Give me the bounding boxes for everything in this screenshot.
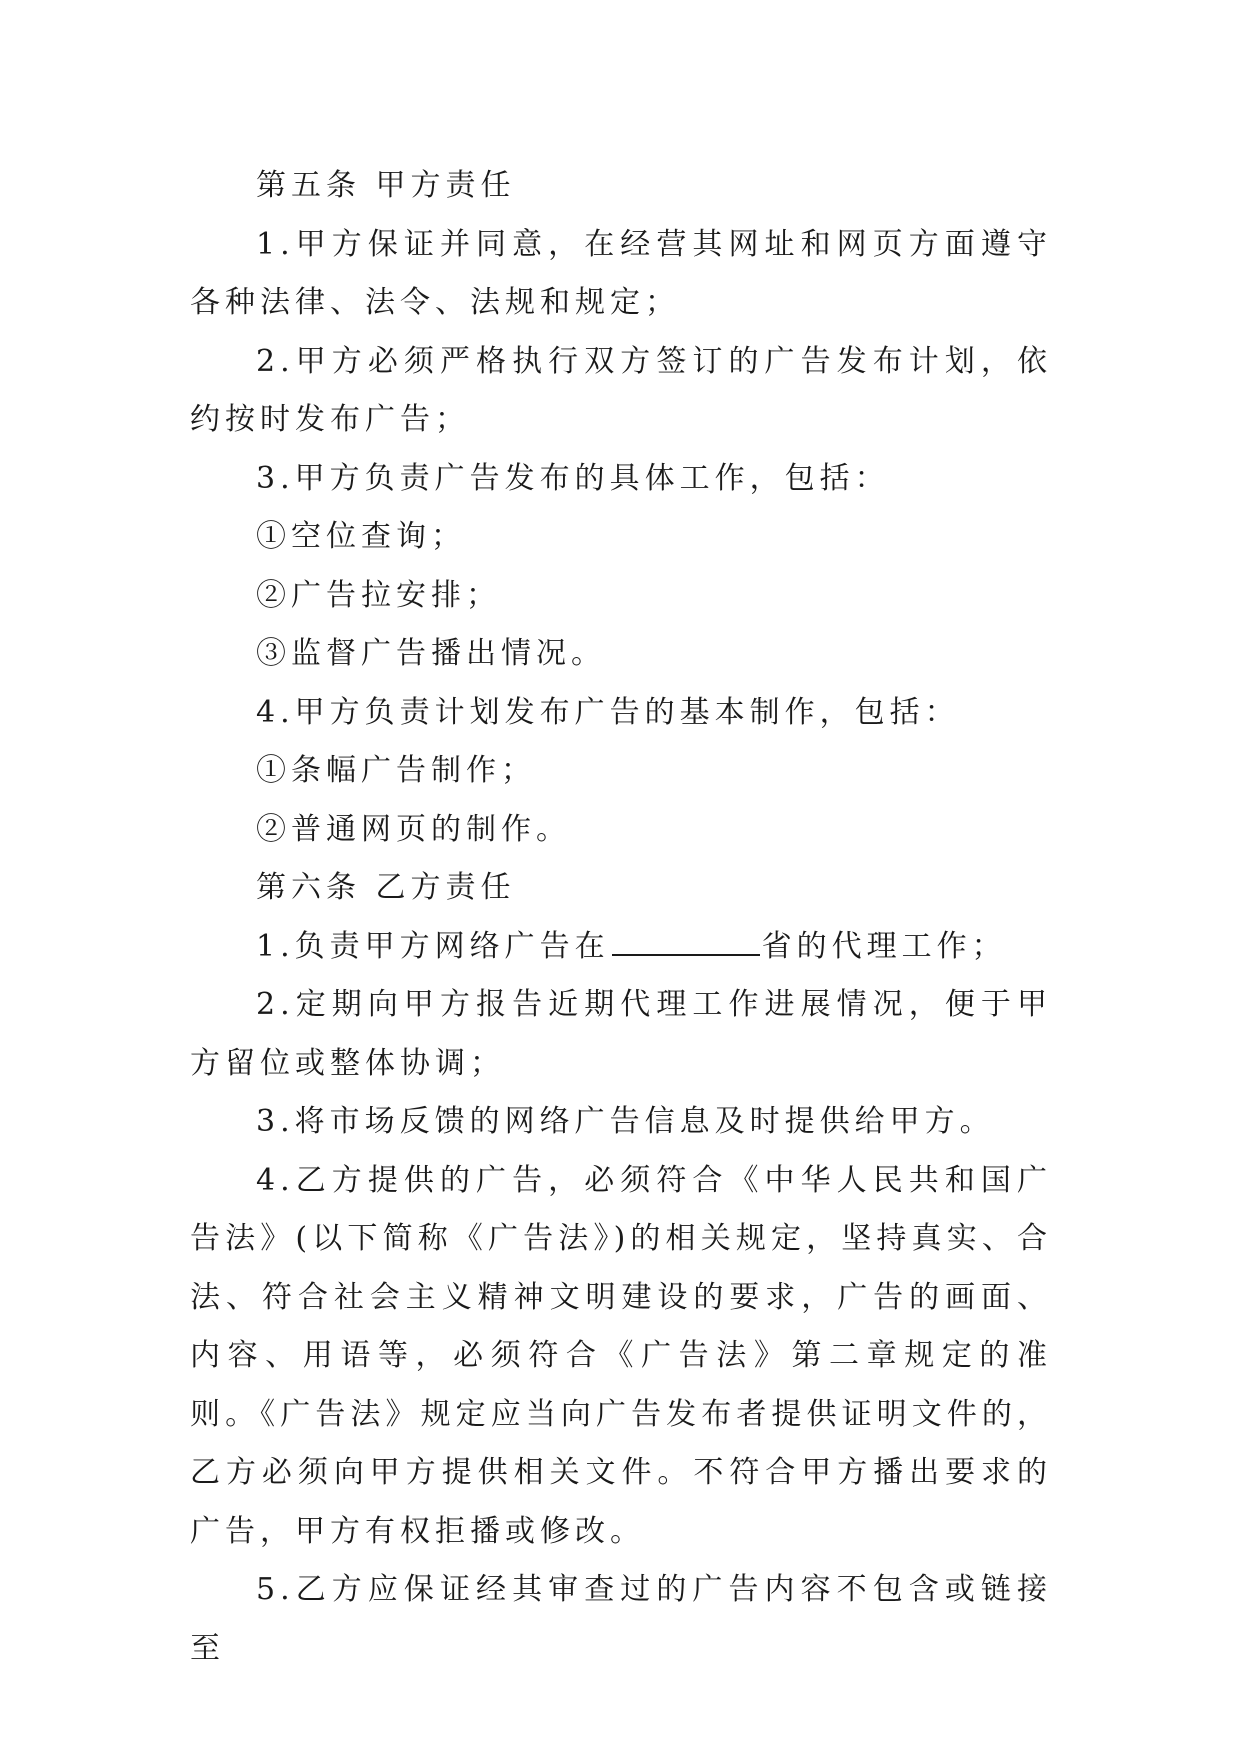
clause-5-3: 3.甲方负责广告发布的具体工作，包括： — [256, 460, 890, 496]
clause-6-2: 2.定期向甲方报告近期代理工作进展情况，便于甲方留位或整体协调； — [190, 987, 1052, 1081]
clause-5-4: 4.甲方负责计划发布广告的基本制作，包括： — [256, 694, 960, 730]
clause-6-5: 5.乙方应保证经其审查过的广告内容不包含或链接至 — [190, 1572, 1052, 1666]
section-heading-5: 第五条 甲方责任 — [256, 168, 516, 203]
fill-in-blank — [612, 928, 760, 956]
clause-6-3: 3.将市场反馈的网络广告信息及时提供给甲方。 — [256, 1104, 995, 1139]
clause-6-1-before: 1.负责甲方网络广告在 — [256, 928, 610, 964]
clause-5-4-item-2: ②普通网页的制作。 — [256, 811, 571, 847]
clause-5-1: 1.甲方保证并同意，在经营其网址和网页方面遵守各种法律、法令、法规和规定； — [190, 226, 1052, 320]
clause-6-1-after: 省的代理工作； — [761, 928, 1007, 964]
clause-5-3-item-2: ②广告拉安排； — [256, 577, 501, 613]
document-body — [190, 157, 1052, 1678]
clause-5-3-item-1: ①空位查询； — [256, 519, 466, 554]
clause-6-1 — [190, 918, 1052, 977]
clause-5-2: 2.甲方必须严格执行双方签订的广告发布计划，依约按时发布广告； — [190, 343, 1052, 437]
clause-6-4: 4.乙方提供的广告，必须符合《中华人民共和国广告法》(以下简称《广告法》)的相关规定，坚持真实、合法、符合社会主义精神文明建设的要求，广告的画面、内容、用语等，必须符合《广告法》第二章规定的准则。《广告法》规定应当向广告发布者提供证明文件的，乙方必须向甲方提供相关文件。不符合甲方播出要求的广告，甲方有权拒播或修改。 — [190, 1162, 1052, 1549]
clause-5-3-item-3: ③监督广告播出情况。 — [256, 636, 606, 671]
section-heading-6: 第六条 乙方责任 — [256, 870, 516, 905]
clause-5-4-item-1: ①条幅广告制作； — [256, 753, 536, 788]
